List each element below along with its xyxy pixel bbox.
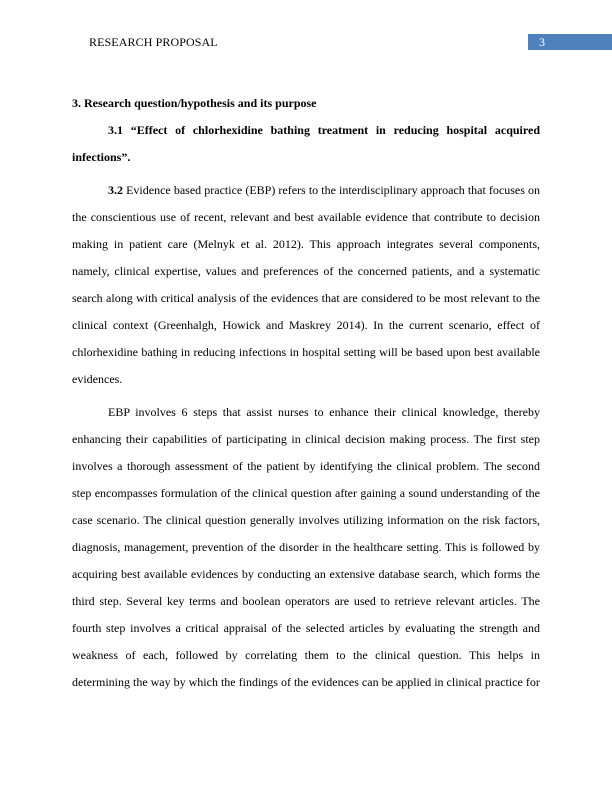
section-heading: 3. Research question/hypothesis and its purpose	[72, 96, 317, 110]
running-header-title: RESEARCH PROPOSAL	[89, 35, 218, 49]
research-question: 3.1 “Effect of chlorhexidine bathing treatment in reducing hospital acquired infections”.	[72, 122, 540, 164]
paragraph-evidence-based-practice	[72, 177, 540, 393]
paragraph-label: 3.2	[108, 182, 123, 197]
page-number: 3	[539, 35, 545, 49]
page-number-badge	[528, 34, 612, 50]
document-body	[72, 90, 540, 702]
paragraph-text: Evidence based practice (EBP) refers to the interdisciplinary approach that focuses on the conscientious use of recent, relevant and best available evidence that contribute to decision making in patient care (Melnyk et al. 2012). This approach integrates several components, namely, clinical expertise, values and preferences of the concerned patients, and a systematic search along with critical analysis of the evidences that are considered to be most relevant to the clinical context (Greenhalgh, Howick and Maskrey 2014). In the current scenario, effect of chlorhexidine bathing in reducing infections in hospital setting will be based upon best available evidences.	[72, 182, 540, 386]
paragraph-ebp-steps: EBP involves 6 steps that assist nurses to enhance their clinical knowledge, thereby enhancing their capabilities of participating in clinical decision making process. The first step involves a thorough assessment of the patient by identifying the clinical problem. The second step encompasses formulation of the clinical question after gaining a sound understanding of the case scenario. The clinical question generally involves utilizing information on the risk factors, diagnosis, management, prevention of the disorder in the healthcare setting. This is followed by acquiring best available evidences by conducting an extensive database search, which forms the third step. Several key terms and boolean operators are used to retrieve relevant articles. The fourth step involves a critical appraisal of the selected articles by evaluating the strength and weakness of each, followed by correlating them to the clinical question. This helps in determining the way by which the findings of the evidences can be applied in clinical practice for	[72, 404, 540, 689]
